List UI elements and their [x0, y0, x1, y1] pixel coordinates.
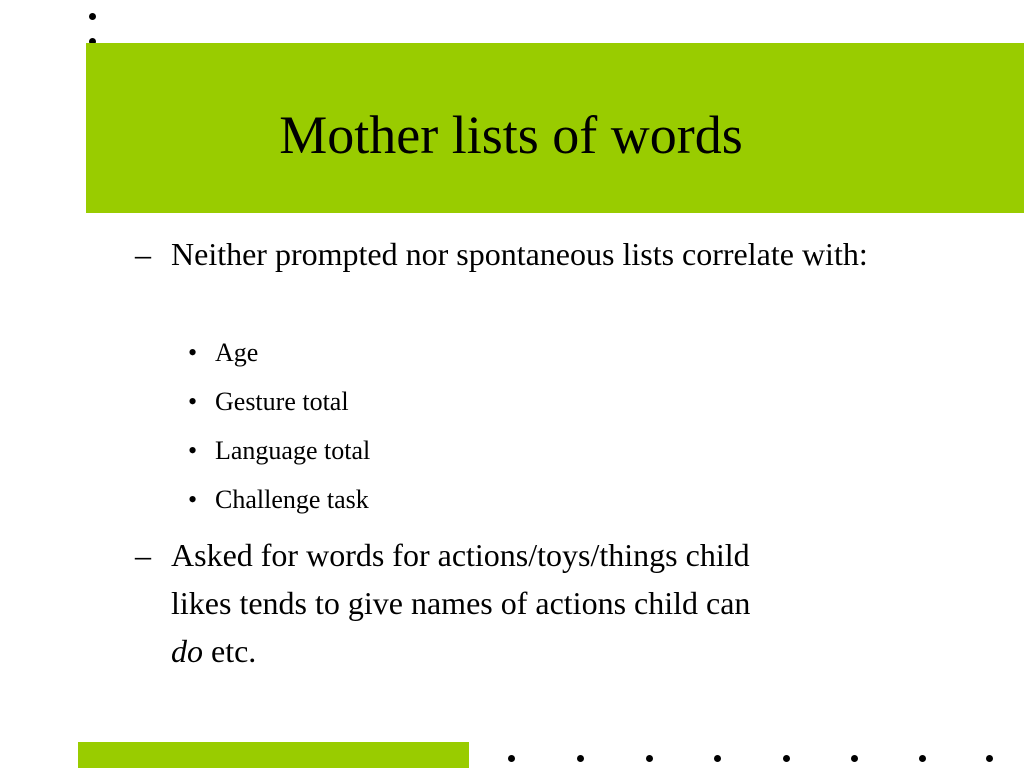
- decorative-dot: [577, 755, 584, 762]
- dash-marker: –: [135, 236, 151, 272]
- sub-bullet-item: [188, 435, 688, 467]
- sub-bullet-text: Gesture total: [215, 387, 349, 416]
- sub-bullet-item: [188, 337, 688, 369]
- decorative-dot: [508, 755, 515, 762]
- sub-bullet-text: Language total: [215, 436, 371, 465]
- sub-bullet-text: Challenge task: [215, 485, 369, 514]
- bullet-text: Neither prompted nor spontaneous lists correlate with:: [171, 236, 868, 272]
- decorative-dot: [851, 755, 858, 762]
- sub-bullet-item: [188, 386, 688, 418]
- dash-marker: –: [135, 537, 151, 573]
- sub-bullet-item: [188, 484, 688, 516]
- bullet-dot-marker: •: [188, 436, 198, 465]
- decorative-dot: [986, 755, 993, 762]
- bullet-item: [135, 230, 895, 326]
- decorative-dot: [919, 755, 926, 762]
- bullet-dot-marker: •: [188, 387, 198, 416]
- slide-title: Mother lists of words: [279, 105, 743, 165]
- bullet-item: [135, 531, 895, 675]
- sub-bullet-text: Age: [215, 338, 259, 367]
- italic-word: do: [171, 633, 203, 669]
- bullet-line: Asked for words for actions/toys/things child: [171, 537, 750, 573]
- bullet-line: likes tends to give names of actions child can: [171, 585, 751, 621]
- decorative-dot: [783, 755, 790, 762]
- footer-band: [78, 742, 469, 768]
- decorative-dot: [646, 755, 653, 762]
- bullet-dot-marker: •: [188, 485, 198, 514]
- bullet-text: [171, 531, 891, 675]
- bullet-dot-marker: •: [188, 338, 198, 367]
- decorative-dot: [714, 755, 721, 762]
- bullet-line-end: etc.: [203, 633, 257, 669]
